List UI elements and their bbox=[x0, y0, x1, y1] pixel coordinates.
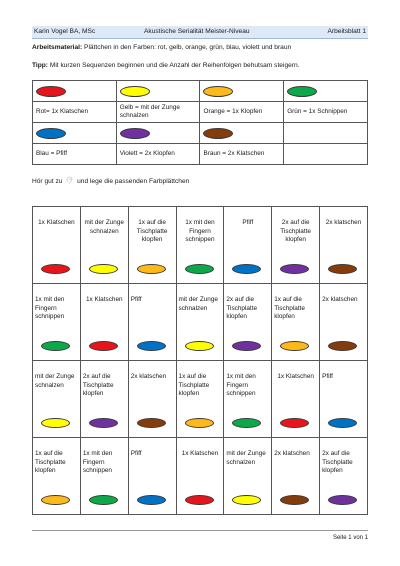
yellow-token bbox=[232, 495, 261, 505]
cell-instruction: 1x mit den Fingern schnippen bbox=[226, 373, 256, 397]
orange-token bbox=[41, 495, 70, 505]
cell-instruction: 2x klatschen bbox=[325, 219, 362, 226]
legend-swatch-cell bbox=[284, 123, 368, 144]
grid-cell bbox=[272, 284, 320, 361]
header-title: Akustische Serialität Meister-Niveau bbox=[144, 28, 250, 35]
cell-instruction: 1x Klatschen bbox=[38, 219, 75, 226]
legend-swatch-cell bbox=[116, 123, 200, 144]
grid-cell bbox=[80, 438, 128, 515]
grid-cell bbox=[33, 284, 81, 361]
legend-swatch-row bbox=[33, 81, 368, 102]
cell-instruction: 1x auf die Tischplatte klopfen bbox=[136, 219, 168, 243]
cell-instruction: 2x auf die Tischplatte klopfen bbox=[226, 296, 258, 320]
grid-cell bbox=[320, 284, 368, 361]
legend-label: Braun = 2x Klatschen bbox=[203, 150, 265, 157]
tip-label: Tipp: bbox=[32, 62, 48, 69]
grid-cell bbox=[224, 361, 272, 438]
grid-cell bbox=[224, 207, 272, 284]
cell-instruction: 1x mit den Fingern schnippen bbox=[82, 450, 113, 474]
sequence-grid bbox=[32, 206, 368, 515]
brown-token bbox=[280, 495, 309, 505]
instruction-after: und lege die passenden Farbplättchen bbox=[77, 178, 190, 185]
cell-instruction: Pfiff bbox=[130, 296, 142, 303]
cell-instruction: mit der Zunge schnalzen bbox=[178, 296, 218, 312]
grid-cell bbox=[33, 207, 81, 284]
blue-token bbox=[36, 128, 66, 139]
yellow-token bbox=[41, 418, 70, 428]
blue-token bbox=[328, 418, 357, 428]
color-legend-table bbox=[32, 80, 368, 165]
yellow-token bbox=[120, 86, 150, 97]
grid-cell bbox=[176, 284, 224, 361]
yellow-token bbox=[89, 264, 118, 274]
cell-instruction: 1x auf die Tischplatte klopfen bbox=[274, 296, 305, 320]
legend-swatch-cell bbox=[33, 123, 117, 144]
legend-label-cell bbox=[116, 144, 200, 165]
legend-label-cell bbox=[33, 144, 117, 165]
cell-instruction: 1x mit den Fingern schnippen bbox=[35, 296, 65, 320]
grid-cell bbox=[80, 207, 128, 284]
instruction-before: Hör gut zu bbox=[32, 178, 63, 185]
grid-row bbox=[33, 207, 368, 284]
legend-swatch-row bbox=[33, 123, 368, 144]
legend-label: Blau = Pfiff bbox=[36, 150, 67, 157]
grid-cell bbox=[320, 361, 368, 438]
cell-instruction: 2x auf die Tischplatte klopfen bbox=[280, 219, 311, 243]
cell-instruction: 2x klatschen bbox=[322, 296, 358, 303]
orange-token bbox=[137, 264, 166, 274]
legend-label: Violett = 2x Klopfen bbox=[119, 150, 175, 157]
legend-label: Orange = 1x Klopfen bbox=[203, 108, 263, 115]
cell-instruction: 1x Klatschen bbox=[181, 450, 219, 457]
grid-row bbox=[33, 438, 368, 515]
brown-token bbox=[203, 128, 233, 139]
cell-instruction: mit der Zunge schnalzen bbox=[226, 450, 266, 466]
grid-cell bbox=[176, 438, 224, 515]
blue-token bbox=[137, 495, 166, 505]
cell-instruction: 1x Klatschen bbox=[85, 296, 123, 303]
cell-instruction: mit der Zunge schnalzen bbox=[35, 373, 75, 389]
blue-token bbox=[232, 264, 261, 274]
cell-instruction: 2x auf die Tischplatte klopfen bbox=[322, 450, 353, 474]
header-author: Karin Vogel BA, MSc bbox=[34, 28, 96, 35]
grid-row bbox=[33, 361, 368, 438]
cell-instruction: Pfiff bbox=[322, 373, 333, 380]
cell-instruction: mit der Zunge schnalzen bbox=[84, 219, 124, 235]
red-token bbox=[185, 495, 214, 505]
tip-line bbox=[32, 62, 299, 70]
green-token bbox=[232, 418, 261, 428]
red-token bbox=[89, 341, 118, 351]
grid-cell bbox=[320, 438, 368, 515]
tip-text: Mit kurzen Sequenzen beginnen und die Anzahl der Reihenfolgen behutsam steigern. bbox=[48, 62, 300, 69]
grid-cell bbox=[128, 361, 176, 438]
brown-token bbox=[137, 418, 166, 428]
grid-cell bbox=[224, 438, 272, 515]
grid-cell bbox=[128, 207, 176, 284]
purple-token bbox=[232, 341, 261, 351]
grid-cell bbox=[272, 361, 320, 438]
red-token bbox=[280, 418, 309, 428]
purple-token bbox=[120, 128, 150, 139]
grid-cell bbox=[272, 207, 320, 284]
grid-row bbox=[33, 284, 368, 361]
purple-token bbox=[280, 264, 309, 274]
grid-cell bbox=[33, 361, 81, 438]
legend-label-row bbox=[33, 102, 368, 123]
legend-swatch-cell bbox=[116, 81, 200, 102]
cell-instruction: 2x klatschen bbox=[130, 373, 167, 380]
instruction-line bbox=[32, 176, 189, 187]
grid-cell bbox=[128, 284, 176, 361]
page-footer: Seite 1 von 1 bbox=[332, 535, 368, 541]
legend-label-row bbox=[33, 144, 368, 165]
blue-token bbox=[137, 341, 166, 351]
orange-token bbox=[185, 418, 214, 428]
header-sheet-label: Arbeitsblatt 1 bbox=[327, 28, 366, 35]
green-token bbox=[185, 264, 214, 274]
purple-token bbox=[328, 495, 357, 505]
grid-cell bbox=[128, 438, 176, 515]
grid-cell bbox=[176, 361, 224, 438]
legend-label-cell bbox=[116, 102, 200, 123]
green-token bbox=[89, 495, 118, 505]
footer-divider bbox=[32, 530, 368, 531]
legend-swatch-cell bbox=[200, 81, 284, 102]
legend-label: Gelb = mit der Zunge schnalzen bbox=[119, 104, 180, 119]
red-token bbox=[36, 86, 66, 97]
legend-label: Rot= 1x Klatschen bbox=[36, 108, 89, 115]
cell-instruction: 1x auf die Tischplatte klopfen bbox=[35, 450, 66, 474]
grid-cell bbox=[80, 361, 128, 438]
cell-instruction: Pfiff bbox=[242, 219, 254, 226]
grid-cell bbox=[80, 284, 128, 361]
cell-instruction: 1x auf die Tischplatte klopfen bbox=[178, 373, 210, 397]
grid-cell bbox=[224, 284, 272, 361]
legend-label-cell bbox=[200, 102, 284, 123]
legend-label-cell bbox=[200, 144, 284, 165]
grid-cell bbox=[320, 207, 368, 284]
legend-label-cell bbox=[33, 102, 117, 123]
legend-swatch-cell bbox=[200, 123, 284, 144]
grid-cell bbox=[176, 207, 224, 284]
brown-token bbox=[328, 341, 357, 351]
red-token bbox=[41, 264, 70, 274]
green-token bbox=[287, 86, 317, 97]
legend-label-cell bbox=[284, 144, 368, 165]
yellow-token bbox=[185, 341, 214, 351]
ear-icon bbox=[66, 176, 73, 185]
cell-instruction: 1x Klatschen bbox=[277, 373, 314, 380]
material-line bbox=[32, 44, 291, 52]
legend-swatch-cell bbox=[284, 81, 368, 102]
cell-instruction: 2x auf die Tischplatte klopfen bbox=[82, 373, 114, 397]
grid-cell bbox=[272, 438, 320, 515]
cell-instruction: 2x klatschen bbox=[274, 450, 310, 457]
legend-label: Grün = 1x Schnippen bbox=[287, 108, 348, 115]
brown-token bbox=[328, 264, 357, 274]
grid-cell bbox=[33, 438, 81, 515]
green-token bbox=[41, 341, 70, 351]
purple-token bbox=[89, 418, 118, 428]
material-label: Arbeitsmaterial: bbox=[32, 44, 83, 51]
page-header bbox=[32, 26, 368, 39]
orange-token bbox=[203, 86, 233, 97]
legend-label-cell bbox=[284, 102, 368, 123]
cell-instruction: Pfiff bbox=[130, 450, 142, 457]
cell-instruction: 1x mit den Fingern schnippen bbox=[185, 219, 215, 243]
material-text: Plättchen in den Farben: rot, gelb, orange, grün, blau, violett und braun bbox=[82, 44, 292, 51]
orange-token bbox=[280, 341, 309, 351]
legend-swatch-cell bbox=[33, 81, 117, 102]
